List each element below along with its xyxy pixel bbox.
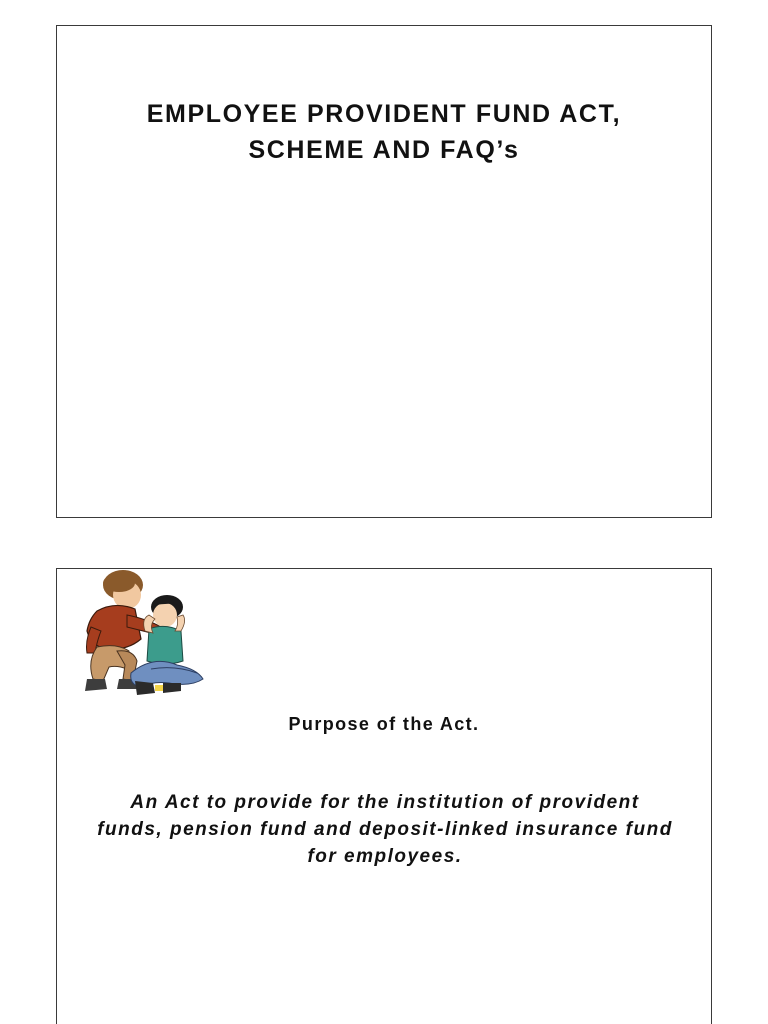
slide-purpose <box>56 568 712 1024</box>
purpose-text: An Act to provide for the institution of provident funds, pension fund and deposit-linked insurance fund for employees. <box>97 792 673 867</box>
section-heading: Purpose of the Act. <box>288 714 480 734</box>
slide-title <box>56 25 712 518</box>
title-line-2: SCHEME AND FAQ’s <box>248 136 520 164</box>
document-title <box>57 96 711 168</box>
title-line-1: EMPLOYEE PROVIDENT FUND ACT, <box>146 100 622 128</box>
two-people-talking-icon <box>57 569 207 704</box>
